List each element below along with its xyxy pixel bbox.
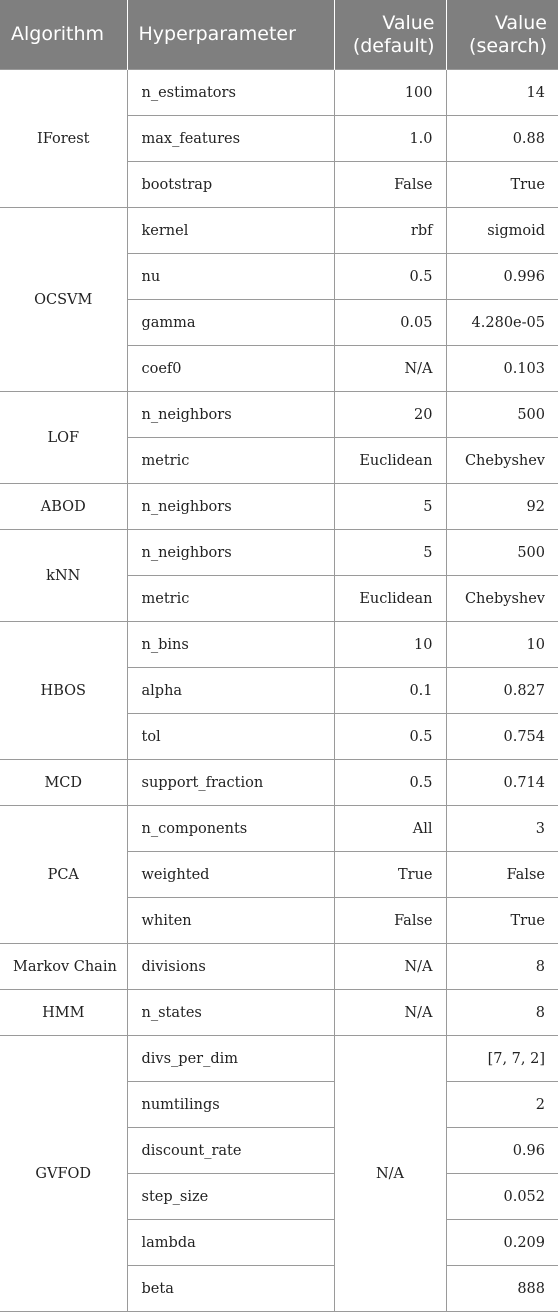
default-value-cell: All: [334, 806, 446, 852]
algorithm-cell: kNN: [0, 530, 127, 622]
hyperparameter-cell: coef0: [127, 346, 334, 392]
default-value-cell: N/A: [334, 990, 446, 1036]
default-value-cell: 100: [334, 70, 446, 116]
table-row: [0, 1036, 558, 1082]
hyperparameter-cell: n_neighbors: [127, 484, 334, 530]
header-hyperparameter: Hyperparameter: [127, 0, 334, 70]
search-value-cell: Chebyshev: [446, 438, 558, 484]
header-value-search-line1: Value: [494, 11, 547, 34]
table-row: [0, 806, 558, 852]
hyperparameter-cell: divs_per_dim: [127, 1036, 334, 1082]
algorithm-cell: HMM: [0, 990, 127, 1036]
default-value-cell: 0.5: [334, 714, 446, 760]
hyperparameter-cell: n_estimators: [127, 70, 334, 116]
default-value-cell: N/A: [334, 346, 446, 392]
search-value-cell: 2: [446, 1082, 558, 1128]
search-value-cell: 0.209: [446, 1220, 558, 1266]
default-value-cell: False: [334, 162, 446, 208]
search-value-cell: 14: [446, 70, 558, 116]
search-value-cell: 3: [446, 806, 558, 852]
default-value-cell: rbf: [334, 208, 446, 254]
default-value-cell: True: [334, 852, 446, 898]
search-value-cell: 0.96: [446, 1128, 558, 1174]
search-value-cell: 0.827: [446, 668, 558, 714]
header-value-default-line1: Value: [382, 11, 435, 34]
hyperparameter-cell: support_fraction: [127, 760, 334, 806]
search-value-cell: Chebyshev: [446, 576, 558, 622]
header-value-search-line2: (search): [469, 34, 547, 57]
hyperparameter-cell: kernel: [127, 208, 334, 254]
table-row: [0, 392, 558, 438]
search-value-cell: 500: [446, 392, 558, 438]
search-value-cell: 0.754: [446, 714, 558, 760]
hyperparameter-cell: max_features: [127, 116, 334, 162]
default-value-cell: Euclidean: [334, 576, 446, 622]
default-value-cell: False: [334, 898, 446, 944]
algorithm-cell: IForest: [0, 70, 127, 208]
search-value-cell: 0.88: [446, 116, 558, 162]
default-value-cell: 20: [334, 392, 446, 438]
header-value-default: [334, 0, 446, 70]
default-value-cell: 0.5: [334, 254, 446, 300]
hyperparameter-cell: nu: [127, 254, 334, 300]
hyperparameter-cell: whiten: [127, 898, 334, 944]
search-value-cell: 888: [446, 1266, 558, 1312]
table-row: [0, 944, 558, 990]
hyperparameter-cell: step_size: [127, 1174, 334, 1220]
algorithm-cell: PCA: [0, 806, 127, 944]
search-value-cell: 8: [446, 944, 558, 990]
search-value-cell: 4.280e-05: [446, 300, 558, 346]
table-row: [0, 484, 558, 530]
search-value-cell: True: [446, 898, 558, 944]
search-value-cell: 500: [446, 530, 558, 576]
search-value-cell: 10: [446, 622, 558, 668]
default-value-cell: Euclidean: [334, 438, 446, 484]
header-algorithm: Algorithm: [0, 0, 127, 70]
hyperparameter-cell: beta: [127, 1266, 334, 1312]
default-value-cell: 5: [334, 484, 446, 530]
search-value-cell: [7, 7, 2]: [446, 1036, 558, 1082]
hyperparameter-cell: n_components: [127, 806, 334, 852]
default-value-cell: 0.5: [334, 760, 446, 806]
search-value-cell: 0.996: [446, 254, 558, 300]
search-value-cell: False: [446, 852, 558, 898]
hyperparameter-cell: alpha: [127, 668, 334, 714]
table-row: [0, 530, 558, 576]
hyperparameter-cell: gamma: [127, 300, 334, 346]
hyperparameter-cell: numtilings: [127, 1082, 334, 1128]
default-value-cell: N/A: [334, 1036, 446, 1312]
default-value-cell: 5: [334, 530, 446, 576]
default-value-cell: 1.0: [334, 116, 446, 162]
table-row: [0, 622, 558, 668]
default-value-cell: 0.05: [334, 300, 446, 346]
table-row: [0, 760, 558, 806]
hyperparameter-cell: discount_rate: [127, 1128, 334, 1174]
search-value-cell: 0.052: [446, 1174, 558, 1220]
table-row: [0, 70, 558, 116]
hyperparameter-cell: n_states: [127, 990, 334, 1036]
search-value-cell: sigmoid: [446, 208, 558, 254]
algorithm-cell: OCSVM: [0, 208, 127, 392]
hyperparameter-cell: weighted: [127, 852, 334, 898]
hyperparameter-cell: n_neighbors: [127, 530, 334, 576]
algorithm-cell: MCD: [0, 760, 127, 806]
algorithm-cell: ABOD: [0, 484, 127, 530]
algorithm-cell: Markov Chain: [0, 944, 127, 990]
search-value-cell: True: [446, 162, 558, 208]
default-value-cell: 0.1: [334, 668, 446, 714]
hyperparameter-cell: tol: [127, 714, 334, 760]
table-row: [0, 990, 558, 1036]
hyperparameter-cell: metric: [127, 576, 334, 622]
hyperparameter-cell: n_neighbors: [127, 392, 334, 438]
default-value-cell: N/A: [334, 944, 446, 990]
header-row: [0, 0, 558, 70]
algorithm-cell: LOF: [0, 392, 127, 484]
algorithm-cell: HBOS: [0, 622, 127, 760]
search-value-cell: 0.714: [446, 760, 558, 806]
table-row: [0, 208, 558, 254]
hyperparameter-cell: lambda: [127, 1220, 334, 1266]
default-value-cell: 10: [334, 622, 446, 668]
header-value-search: [446, 0, 558, 70]
hyperparameter-cell: divisions: [127, 944, 334, 990]
table-body: [0, 70, 558, 1312]
algorithm-cell: GVFOD: [0, 1036, 127, 1312]
search-value-cell: 8: [446, 990, 558, 1036]
search-value-cell: 0.103: [446, 346, 558, 392]
hyperparameter-cell: n_bins: [127, 622, 334, 668]
hyperparameter-cell: bootstrap: [127, 162, 334, 208]
hyperparameter-cell: metric: [127, 438, 334, 484]
header-value-default-line2: (default): [352, 34, 435, 57]
search-value-cell: 92: [446, 484, 558, 530]
